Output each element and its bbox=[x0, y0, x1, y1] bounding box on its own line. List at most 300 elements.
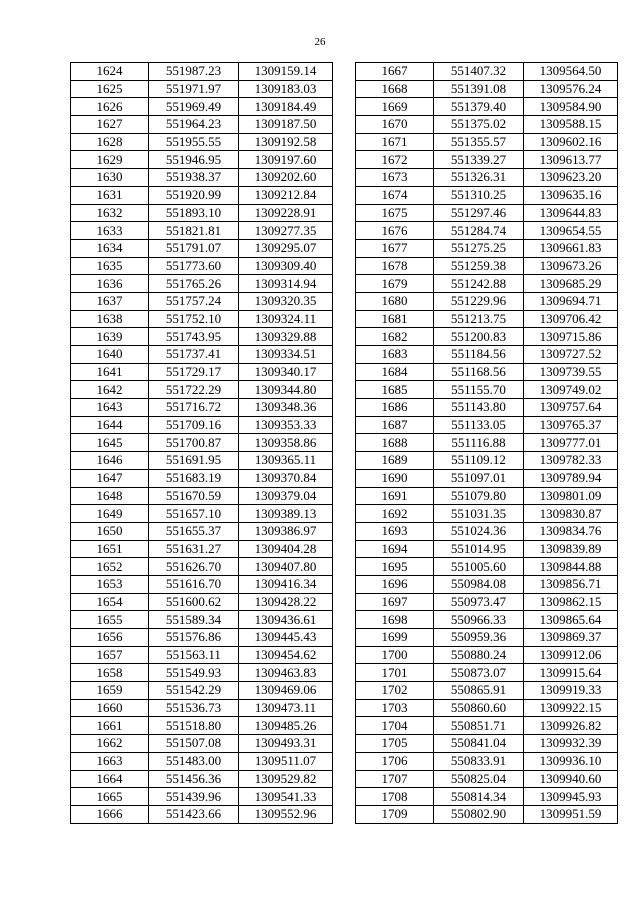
point-number-cell: 1641 bbox=[71, 363, 149, 381]
x-coordinate-cell: 551310.25 bbox=[434, 186, 524, 204]
point-number-cell: 1655 bbox=[71, 611, 149, 629]
table-row bbox=[71, 63, 333, 81]
y-coordinate-cell: 1309340.17 bbox=[239, 363, 333, 381]
table-row bbox=[356, 257, 618, 275]
x-coordinate-cell: 551014.95 bbox=[434, 540, 524, 558]
x-coordinate-cell: 551355.57 bbox=[434, 133, 524, 151]
table-row bbox=[71, 469, 333, 487]
x-coordinate-cell: 550865.91 bbox=[434, 682, 524, 700]
y-coordinate-cell: 1309212.84 bbox=[239, 186, 333, 204]
point-number-cell: 1674 bbox=[356, 186, 434, 204]
table-row bbox=[71, 346, 333, 364]
y-coordinate-cell: 1309661.83 bbox=[524, 239, 618, 257]
x-coordinate-cell: 551024.36 bbox=[434, 522, 524, 540]
y-coordinate-cell: 1309187.50 bbox=[239, 116, 333, 134]
point-number-cell: 1668 bbox=[356, 80, 434, 98]
y-coordinate-cell: 1309353.33 bbox=[239, 416, 333, 434]
table-row bbox=[71, 752, 333, 770]
point-number-cell: 1649 bbox=[71, 505, 149, 523]
point-number-cell: 1681 bbox=[356, 310, 434, 328]
x-coordinate-cell: 551423.66 bbox=[149, 805, 239, 823]
y-coordinate-cell: 1309844.88 bbox=[524, 558, 618, 576]
table-row bbox=[356, 558, 618, 576]
point-number-cell: 1634 bbox=[71, 239, 149, 257]
y-coordinate-cell: 1309314.94 bbox=[239, 275, 333, 293]
y-coordinate-cell: 1309782.33 bbox=[524, 452, 618, 470]
table-row bbox=[71, 399, 333, 417]
y-coordinate-cell: 1309644.83 bbox=[524, 204, 618, 222]
y-coordinate-cell: 1309184.49 bbox=[239, 98, 333, 116]
x-coordinate-cell: 551946.95 bbox=[149, 151, 239, 169]
y-coordinate-cell: 1309801.09 bbox=[524, 487, 618, 505]
point-number-cell: 1676 bbox=[356, 222, 434, 240]
x-coordinate-cell: 551155.70 bbox=[434, 381, 524, 399]
table-row bbox=[71, 717, 333, 735]
table-row bbox=[71, 275, 333, 293]
table-row bbox=[71, 575, 333, 593]
point-number-cell: 1646 bbox=[71, 452, 149, 470]
table-row bbox=[71, 434, 333, 452]
table-row bbox=[71, 505, 333, 523]
point-number-cell: 1708 bbox=[356, 788, 434, 806]
x-coordinate-cell: 551168.56 bbox=[434, 363, 524, 381]
point-number-cell: 1640 bbox=[71, 346, 149, 364]
point-number-cell: 1644 bbox=[71, 416, 149, 434]
table-row bbox=[356, 292, 618, 310]
x-coordinate-cell: 551297.46 bbox=[434, 204, 524, 222]
y-coordinate-cell: 1309940.60 bbox=[524, 770, 618, 788]
point-number-cell: 1645 bbox=[71, 434, 149, 452]
coordinates-table-right bbox=[355, 62, 618, 824]
point-number-cell: 1685 bbox=[356, 381, 434, 399]
table-row bbox=[356, 434, 618, 452]
y-coordinate-cell: 1309945.93 bbox=[524, 788, 618, 806]
y-coordinate-cell: 1309277.35 bbox=[239, 222, 333, 240]
y-coordinate-cell: 1309706.42 bbox=[524, 310, 618, 328]
table-row bbox=[71, 98, 333, 116]
x-coordinate-cell: 550825.04 bbox=[434, 770, 524, 788]
table-row bbox=[71, 204, 333, 222]
point-number-cell: 1639 bbox=[71, 328, 149, 346]
y-coordinate-cell: 1309865.64 bbox=[524, 611, 618, 629]
table-row bbox=[356, 717, 618, 735]
x-coordinate-cell: 551616.70 bbox=[149, 575, 239, 593]
point-number-cell: 1633 bbox=[71, 222, 149, 240]
x-coordinate-cell: 551200.83 bbox=[434, 328, 524, 346]
point-number-cell: 1651 bbox=[71, 540, 149, 558]
point-number-cell: 1703 bbox=[356, 699, 434, 717]
y-coordinate-cell: 1309386.97 bbox=[239, 522, 333, 540]
x-coordinate-cell: 551737.41 bbox=[149, 346, 239, 364]
y-coordinate-cell: 1309777.01 bbox=[524, 434, 618, 452]
y-coordinate-cell: 1309183.03 bbox=[239, 80, 333, 98]
coordinates-table-left bbox=[70, 62, 333, 824]
point-number-cell: 1648 bbox=[71, 487, 149, 505]
y-coordinate-cell: 1309932.39 bbox=[524, 735, 618, 753]
table-row bbox=[356, 169, 618, 187]
table-row bbox=[356, 487, 618, 505]
y-coordinate-cell: 1309463.83 bbox=[239, 664, 333, 682]
table-row bbox=[356, 770, 618, 788]
x-coordinate-cell: 551626.70 bbox=[149, 558, 239, 576]
point-number-cell: 1672 bbox=[356, 151, 434, 169]
x-coordinate-cell: 550841.04 bbox=[434, 735, 524, 753]
x-coordinate-cell: 550851.71 bbox=[434, 717, 524, 735]
table-row bbox=[356, 222, 618, 240]
x-coordinate-cell: 550860.60 bbox=[434, 699, 524, 717]
y-coordinate-cell: 1309654.55 bbox=[524, 222, 618, 240]
y-coordinate-cell: 1309358.86 bbox=[239, 434, 333, 452]
y-coordinate-cell: 1309602.16 bbox=[524, 133, 618, 151]
y-coordinate-cell: 1309511.07 bbox=[239, 752, 333, 770]
x-coordinate-cell: 551600.62 bbox=[149, 593, 239, 611]
point-number-cell: 1663 bbox=[71, 752, 149, 770]
point-number-cell: 1687 bbox=[356, 416, 434, 434]
point-number-cell: 1650 bbox=[71, 522, 149, 540]
x-coordinate-cell: 551456.36 bbox=[149, 770, 239, 788]
point-number-cell: 1647 bbox=[71, 469, 149, 487]
table-row bbox=[356, 328, 618, 346]
table-row bbox=[356, 735, 618, 753]
table-row bbox=[356, 381, 618, 399]
point-number-cell: 1657 bbox=[71, 646, 149, 664]
x-coordinate-cell: 550873.07 bbox=[434, 664, 524, 682]
y-coordinate-cell: 1309613.77 bbox=[524, 151, 618, 169]
y-coordinate-cell: 1309673.26 bbox=[524, 257, 618, 275]
table-row bbox=[71, 186, 333, 204]
x-coordinate-cell: 551379.40 bbox=[434, 98, 524, 116]
x-coordinate-cell: 551391.08 bbox=[434, 80, 524, 98]
point-number-cell: 1642 bbox=[71, 381, 149, 399]
point-number-cell: 1665 bbox=[71, 788, 149, 806]
table-row bbox=[71, 682, 333, 700]
point-number-cell: 1691 bbox=[356, 487, 434, 505]
point-number-cell: 1680 bbox=[356, 292, 434, 310]
point-number-cell: 1653 bbox=[71, 575, 149, 593]
point-number-cell: 1693 bbox=[356, 522, 434, 540]
y-coordinate-cell: 1309951.59 bbox=[524, 805, 618, 823]
y-coordinate-cell: 1309320.35 bbox=[239, 292, 333, 310]
point-number-cell: 1705 bbox=[356, 735, 434, 753]
x-coordinate-cell: 551631.27 bbox=[149, 540, 239, 558]
x-coordinate-cell: 551920.99 bbox=[149, 186, 239, 204]
x-coordinate-cell: 551757.24 bbox=[149, 292, 239, 310]
table-row bbox=[71, 699, 333, 717]
table-row bbox=[356, 540, 618, 558]
x-coordinate-cell: 551375.02 bbox=[434, 116, 524, 134]
y-coordinate-cell: 1309334.51 bbox=[239, 346, 333, 364]
point-number-cell: 1682 bbox=[356, 328, 434, 346]
x-coordinate-cell: 550833.91 bbox=[434, 752, 524, 770]
y-coordinate-cell: 1309428.22 bbox=[239, 593, 333, 611]
point-number-cell: 1679 bbox=[356, 275, 434, 293]
point-number-cell: 1699 bbox=[356, 629, 434, 647]
table-row bbox=[71, 239, 333, 257]
point-number-cell: 1690 bbox=[356, 469, 434, 487]
y-coordinate-cell: 1309365.11 bbox=[239, 452, 333, 470]
table-row bbox=[71, 735, 333, 753]
x-coordinate-cell: 551259.38 bbox=[434, 257, 524, 275]
x-coordinate-cell: 551326.31 bbox=[434, 169, 524, 187]
y-coordinate-cell: 1309862.15 bbox=[524, 593, 618, 611]
table-row bbox=[356, 629, 618, 647]
point-number-cell: 1627 bbox=[71, 116, 149, 134]
y-coordinate-cell: 1309295.07 bbox=[239, 239, 333, 257]
table-row bbox=[356, 239, 618, 257]
y-coordinate-cell: 1309564.50 bbox=[524, 63, 618, 81]
y-coordinate-cell: 1309309.40 bbox=[239, 257, 333, 275]
table-row bbox=[71, 540, 333, 558]
y-coordinate-cell: 1309485.26 bbox=[239, 717, 333, 735]
point-number-cell: 1709 bbox=[356, 805, 434, 823]
x-coordinate-cell: 551969.49 bbox=[149, 98, 239, 116]
y-coordinate-cell: 1309739.55 bbox=[524, 363, 618, 381]
point-number-cell: 1698 bbox=[356, 611, 434, 629]
x-coordinate-cell: 551589.34 bbox=[149, 611, 239, 629]
table-row bbox=[356, 151, 618, 169]
table-row bbox=[356, 788, 618, 806]
point-number-cell: 1673 bbox=[356, 169, 434, 187]
y-coordinate-cell: 1309541.33 bbox=[239, 788, 333, 806]
table-row bbox=[71, 522, 333, 540]
y-coordinate-cell: 1309926.82 bbox=[524, 717, 618, 735]
x-coordinate-cell: 551549.93 bbox=[149, 664, 239, 682]
point-number-cell: 1631 bbox=[71, 186, 149, 204]
x-coordinate-cell: 551184.56 bbox=[434, 346, 524, 364]
table-row bbox=[71, 257, 333, 275]
table-row bbox=[71, 629, 333, 647]
y-coordinate-cell: 1309469.06 bbox=[239, 682, 333, 700]
y-coordinate-cell: 1309789.94 bbox=[524, 469, 618, 487]
table-row bbox=[71, 151, 333, 169]
x-coordinate-cell: 551542.29 bbox=[149, 682, 239, 700]
table-row bbox=[71, 169, 333, 187]
y-coordinate-cell: 1309912.06 bbox=[524, 646, 618, 664]
point-number-cell: 1662 bbox=[71, 735, 149, 753]
y-coordinate-cell: 1309685.29 bbox=[524, 275, 618, 293]
point-number-cell: 1696 bbox=[356, 575, 434, 593]
y-coordinate-cell: 1309588.15 bbox=[524, 116, 618, 134]
point-number-cell: 1658 bbox=[71, 664, 149, 682]
point-number-cell: 1654 bbox=[71, 593, 149, 611]
x-coordinate-cell: 551407.32 bbox=[434, 63, 524, 81]
x-coordinate-cell: 551657.10 bbox=[149, 505, 239, 523]
point-number-cell: 1701 bbox=[356, 664, 434, 682]
point-number-cell: 1686 bbox=[356, 399, 434, 417]
table-row bbox=[356, 186, 618, 204]
x-coordinate-cell: 550973.47 bbox=[434, 593, 524, 611]
table-row bbox=[71, 593, 333, 611]
x-coordinate-cell: 551339.27 bbox=[434, 151, 524, 169]
table-row bbox=[356, 664, 618, 682]
x-coordinate-cell: 550984.08 bbox=[434, 575, 524, 593]
y-coordinate-cell: 1309635.16 bbox=[524, 186, 618, 204]
point-number-cell: 1704 bbox=[356, 717, 434, 735]
y-coordinate-cell: 1309344.80 bbox=[239, 381, 333, 399]
x-coordinate-cell: 551109.12 bbox=[434, 452, 524, 470]
y-coordinate-cell: 1309715.86 bbox=[524, 328, 618, 346]
x-coordinate-cell: 551987.23 bbox=[149, 63, 239, 81]
table-row bbox=[71, 611, 333, 629]
y-coordinate-cell: 1309529.82 bbox=[239, 770, 333, 788]
y-coordinate-cell: 1309416.34 bbox=[239, 575, 333, 593]
point-number-cell: 1684 bbox=[356, 363, 434, 381]
table-row bbox=[71, 328, 333, 346]
point-number-cell: 1659 bbox=[71, 682, 149, 700]
y-coordinate-cell: 1309192.58 bbox=[239, 133, 333, 151]
y-coordinate-cell: 1309389.13 bbox=[239, 505, 333, 523]
point-number-cell: 1671 bbox=[356, 133, 434, 151]
x-coordinate-cell: 551700.87 bbox=[149, 434, 239, 452]
point-number-cell: 1626 bbox=[71, 98, 149, 116]
table-row bbox=[71, 487, 333, 505]
table-row bbox=[71, 116, 333, 134]
y-coordinate-cell: 1309202.60 bbox=[239, 169, 333, 187]
point-number-cell: 1656 bbox=[71, 629, 149, 647]
x-coordinate-cell: 551133.05 bbox=[434, 416, 524, 434]
table-row bbox=[356, 399, 618, 417]
y-coordinate-cell: 1309727.52 bbox=[524, 346, 618, 364]
table-row bbox=[71, 310, 333, 328]
point-number-cell: 1624 bbox=[71, 63, 149, 81]
point-number-cell: 1630 bbox=[71, 169, 149, 187]
x-coordinate-cell: 551507.08 bbox=[149, 735, 239, 753]
x-coordinate-cell: 551143.80 bbox=[434, 399, 524, 417]
table-row bbox=[356, 204, 618, 222]
point-number-cell: 1638 bbox=[71, 310, 149, 328]
point-number-cell: 1632 bbox=[71, 204, 149, 222]
x-coordinate-cell: 551655.37 bbox=[149, 522, 239, 540]
point-number-cell: 1637 bbox=[71, 292, 149, 310]
point-number-cell: 1692 bbox=[356, 505, 434, 523]
point-number-cell: 1670 bbox=[356, 116, 434, 134]
point-number-cell: 1652 bbox=[71, 558, 149, 576]
point-number-cell: 1666 bbox=[71, 805, 149, 823]
x-coordinate-cell: 551563.11 bbox=[149, 646, 239, 664]
x-coordinate-cell: 551752.10 bbox=[149, 310, 239, 328]
table-row bbox=[356, 275, 618, 293]
y-coordinate-cell: 1309694.71 bbox=[524, 292, 618, 310]
x-coordinate-cell: 551716.72 bbox=[149, 399, 239, 417]
point-number-cell: 1669 bbox=[356, 98, 434, 116]
table-row bbox=[71, 664, 333, 682]
table-row bbox=[356, 310, 618, 328]
point-number-cell: 1702 bbox=[356, 682, 434, 700]
y-coordinate-cell: 1309623.20 bbox=[524, 169, 618, 187]
x-coordinate-cell: 551964.23 bbox=[149, 116, 239, 134]
x-coordinate-cell: 551439.96 bbox=[149, 788, 239, 806]
x-coordinate-cell: 551005.60 bbox=[434, 558, 524, 576]
x-coordinate-cell: 551971.97 bbox=[149, 80, 239, 98]
point-number-cell: 1667 bbox=[356, 63, 434, 81]
x-coordinate-cell: 551683.19 bbox=[149, 469, 239, 487]
x-coordinate-cell: 550966.33 bbox=[434, 611, 524, 629]
y-coordinate-cell: 1309757.64 bbox=[524, 399, 618, 417]
x-coordinate-cell: 551670.59 bbox=[149, 487, 239, 505]
y-coordinate-cell: 1309454.62 bbox=[239, 646, 333, 664]
table-row bbox=[71, 805, 333, 823]
y-coordinate-cell: 1309436.61 bbox=[239, 611, 333, 629]
table-row bbox=[356, 752, 618, 770]
table-row bbox=[71, 646, 333, 664]
point-number-cell: 1688 bbox=[356, 434, 434, 452]
x-coordinate-cell: 551097.01 bbox=[434, 469, 524, 487]
point-number-cell: 1675 bbox=[356, 204, 434, 222]
point-number-cell: 1706 bbox=[356, 752, 434, 770]
x-coordinate-cell: 551938.37 bbox=[149, 169, 239, 187]
x-coordinate-cell: 550802.90 bbox=[434, 805, 524, 823]
table-row bbox=[356, 416, 618, 434]
x-coordinate-cell: 550959.36 bbox=[434, 629, 524, 647]
x-coordinate-cell: 551518.80 bbox=[149, 717, 239, 735]
x-coordinate-cell: 551284.74 bbox=[434, 222, 524, 240]
y-coordinate-cell: 1309348.36 bbox=[239, 399, 333, 417]
table-row bbox=[71, 363, 333, 381]
x-coordinate-cell: 551576.86 bbox=[149, 629, 239, 647]
table-row bbox=[356, 611, 618, 629]
x-coordinate-cell: 551229.96 bbox=[434, 292, 524, 310]
y-coordinate-cell: 1309765.37 bbox=[524, 416, 618, 434]
point-number-cell: 1678 bbox=[356, 257, 434, 275]
x-coordinate-cell: 550814.34 bbox=[434, 788, 524, 806]
y-coordinate-cell: 1309407.80 bbox=[239, 558, 333, 576]
point-number-cell: 1689 bbox=[356, 452, 434, 470]
x-coordinate-cell: 551722.29 bbox=[149, 381, 239, 399]
table-row bbox=[356, 522, 618, 540]
table-row bbox=[356, 699, 618, 717]
y-coordinate-cell: 1309919.33 bbox=[524, 682, 618, 700]
point-number-cell: 1629 bbox=[71, 151, 149, 169]
point-number-cell: 1636 bbox=[71, 275, 149, 293]
table-row bbox=[356, 363, 618, 381]
x-coordinate-cell: 551483.00 bbox=[149, 752, 239, 770]
x-coordinate-cell: 551242.88 bbox=[434, 275, 524, 293]
y-coordinate-cell: 1309936.10 bbox=[524, 752, 618, 770]
table-row bbox=[71, 558, 333, 576]
table-row bbox=[356, 805, 618, 823]
x-coordinate-cell: 551709.16 bbox=[149, 416, 239, 434]
table-row bbox=[71, 381, 333, 399]
y-coordinate-cell: 1309576.24 bbox=[524, 80, 618, 98]
y-coordinate-cell: 1309404.28 bbox=[239, 540, 333, 558]
x-coordinate-cell: 551893.10 bbox=[149, 204, 239, 222]
y-coordinate-cell: 1309324.11 bbox=[239, 310, 333, 328]
y-coordinate-cell: 1309922.15 bbox=[524, 699, 618, 717]
x-coordinate-cell: 551275.25 bbox=[434, 239, 524, 257]
table-row bbox=[356, 452, 618, 470]
y-coordinate-cell: 1309915.64 bbox=[524, 664, 618, 682]
point-number-cell: 1694 bbox=[356, 540, 434, 558]
point-number-cell: 1635 bbox=[71, 257, 149, 275]
point-number-cell: 1695 bbox=[356, 558, 434, 576]
table-row bbox=[71, 222, 333, 240]
y-coordinate-cell: 1309493.31 bbox=[239, 735, 333, 753]
y-coordinate-cell: 1309839.89 bbox=[524, 540, 618, 558]
x-coordinate-cell: 551729.17 bbox=[149, 363, 239, 381]
table-row bbox=[356, 346, 618, 364]
x-coordinate-cell: 551791.07 bbox=[149, 239, 239, 257]
point-number-cell: 1697 bbox=[356, 593, 434, 611]
table-row bbox=[71, 133, 333, 151]
y-coordinate-cell: 1309228.91 bbox=[239, 204, 333, 222]
y-coordinate-cell: 1309856.71 bbox=[524, 575, 618, 593]
table-row bbox=[356, 98, 618, 116]
x-coordinate-cell: 551536.73 bbox=[149, 699, 239, 717]
x-coordinate-cell: 551765.26 bbox=[149, 275, 239, 293]
x-coordinate-cell: 551691.95 bbox=[149, 452, 239, 470]
page-number: 26 bbox=[314, 36, 326, 48]
table-row bbox=[356, 575, 618, 593]
